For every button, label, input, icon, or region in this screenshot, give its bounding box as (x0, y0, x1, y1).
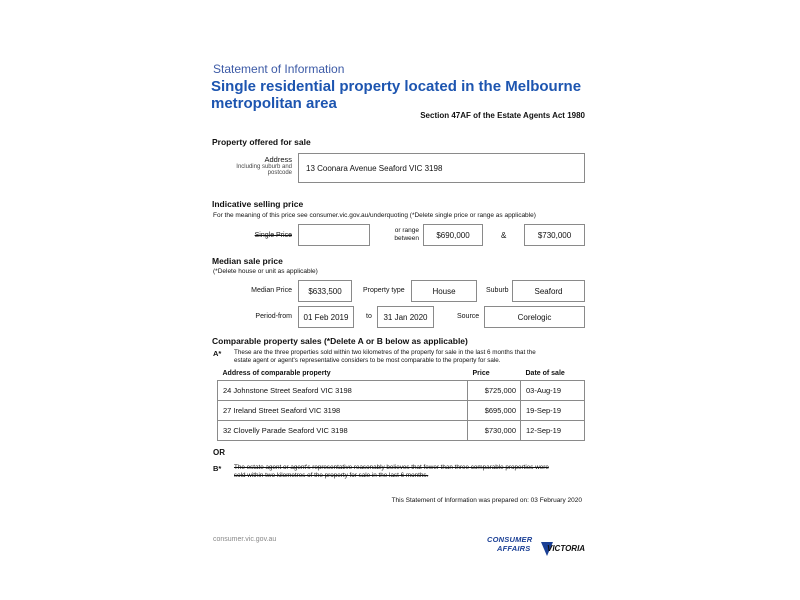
col-address-header: Address of comparable property (222, 370, 331, 377)
option-a-text-1: These are the three properties sold within two kilometres of the property for sale in the last 6 months that the (234, 349, 536, 356)
row-date: 03-Aug-19 (521, 381, 585, 401)
option-a-marker: A* (213, 349, 222, 358)
page-title (211, 78, 581, 112)
range-label (394, 227, 419, 243)
period-from-label: Period-from (255, 313, 292, 320)
indicative-heading: Indicative selling price (212, 199, 304, 209)
col-price-header: Price (472, 370, 490, 377)
comparable-table-header (218, 369, 585, 381)
option-b-text-1: The estate agent or agent's representative reasonably believes that fewer than three comparable properties were (234, 464, 549, 471)
row-date: 12-Sep-19 (521, 421, 585, 441)
or-separator: OR (213, 448, 225, 457)
range-low-field: $690,000 (423, 224, 483, 246)
address-label-block (192, 155, 292, 176)
option-b-marker: B* (213, 464, 222, 473)
range-high-field: $730,000 (524, 224, 585, 246)
indicative-note: For the meaning of this price see consumer.vic.gov.au/underquoting (*Delete single price or range as applicable) (213, 212, 536, 219)
logo-word: VICTORIA (547, 544, 586, 553)
single-price-label: Single Price (254, 232, 292, 239)
table-row (218, 421, 585, 441)
logo-line-1: CONSUMER (487, 535, 533, 544)
document-label: Statement of Information (213, 62, 345, 76)
row-address: 27 Ireland Street Seaford VIC 3198 (218, 401, 468, 421)
median-note: (*Delete house or unit as applicable) (213, 268, 318, 275)
suburb-label: Suburb (486, 287, 509, 294)
row-address: 32 Clovelly Parade Seaford VIC 3198 (218, 421, 468, 441)
suburb-field: Seaford (512, 280, 585, 302)
table-row (218, 381, 585, 401)
range-label-2: between (394, 235, 419, 242)
option-a-text (234, 349, 536, 365)
act-reference: Section 47AF of the Estate Agents Act 1980 (420, 111, 585, 120)
median-price-label: Median Price (251, 287, 292, 294)
comparable-table (217, 369, 585, 441)
table-row (218, 401, 585, 421)
period-to-field: 31 Jan 2020 (377, 306, 434, 328)
row-price: $695,000 (468, 401, 521, 421)
address-sublabel-2: postcode (267, 170, 292, 176)
address-field: 13 Coonara Avenue Seaford VIC 3198 (298, 153, 585, 183)
option-b-text (234, 464, 549, 480)
address-sublabel-1: Including suburb and (236, 164, 292, 170)
comparable-heading: Comparable property sales (*Delete A or B below as applicable) (212, 336, 468, 346)
property-type-label: Property type (363, 287, 405, 294)
option-a-text-2: estate agent or agent's representative considers to be most comparable to the property for sale. (234, 357, 501, 364)
range-ampersand: & (501, 231, 507, 240)
period-to-label: to (366, 313, 372, 320)
col-date-header: Date of sale (525, 370, 565, 377)
source-label: Source (457, 313, 480, 320)
option-b-text-2: sold within two kilometres of the property for sale in the last 6 months. (234, 472, 429, 479)
address-label: Address (264, 155, 292, 164)
source-field: Corelogic (484, 306, 585, 328)
range-label-1: or range (394, 227, 419, 234)
row-address: 24 Johnstone Street Seaford VIC 3198 (218, 381, 468, 401)
logo-line-2: AFFAIRS (497, 544, 531, 553)
single-price-field (298, 224, 370, 246)
row-price: $725,000 (468, 381, 521, 401)
page-title-line2: metropolitan area (211, 95, 337, 112)
prepared-date: This Statement of Information was prepared on: 03 February 2020 (391, 497, 582, 504)
row-date: 19-Sep-19 (521, 401, 585, 421)
median-heading: Median sale price (212, 256, 283, 266)
consumer-affairs-victoria-logo (487, 533, 587, 563)
property-type-field: House (411, 280, 477, 302)
median-price-field: $633,500 (298, 280, 352, 302)
footer-url: consumer.vic.gov.au (213, 536, 277, 543)
period-from-field: 01 Feb 2019 (298, 306, 354, 328)
property-heading: Property offered for sale (212, 137, 311, 147)
page-title-line1: Single residential property located in the Melbourne (211, 78, 582, 95)
row-price: $730,000 (468, 421, 521, 441)
